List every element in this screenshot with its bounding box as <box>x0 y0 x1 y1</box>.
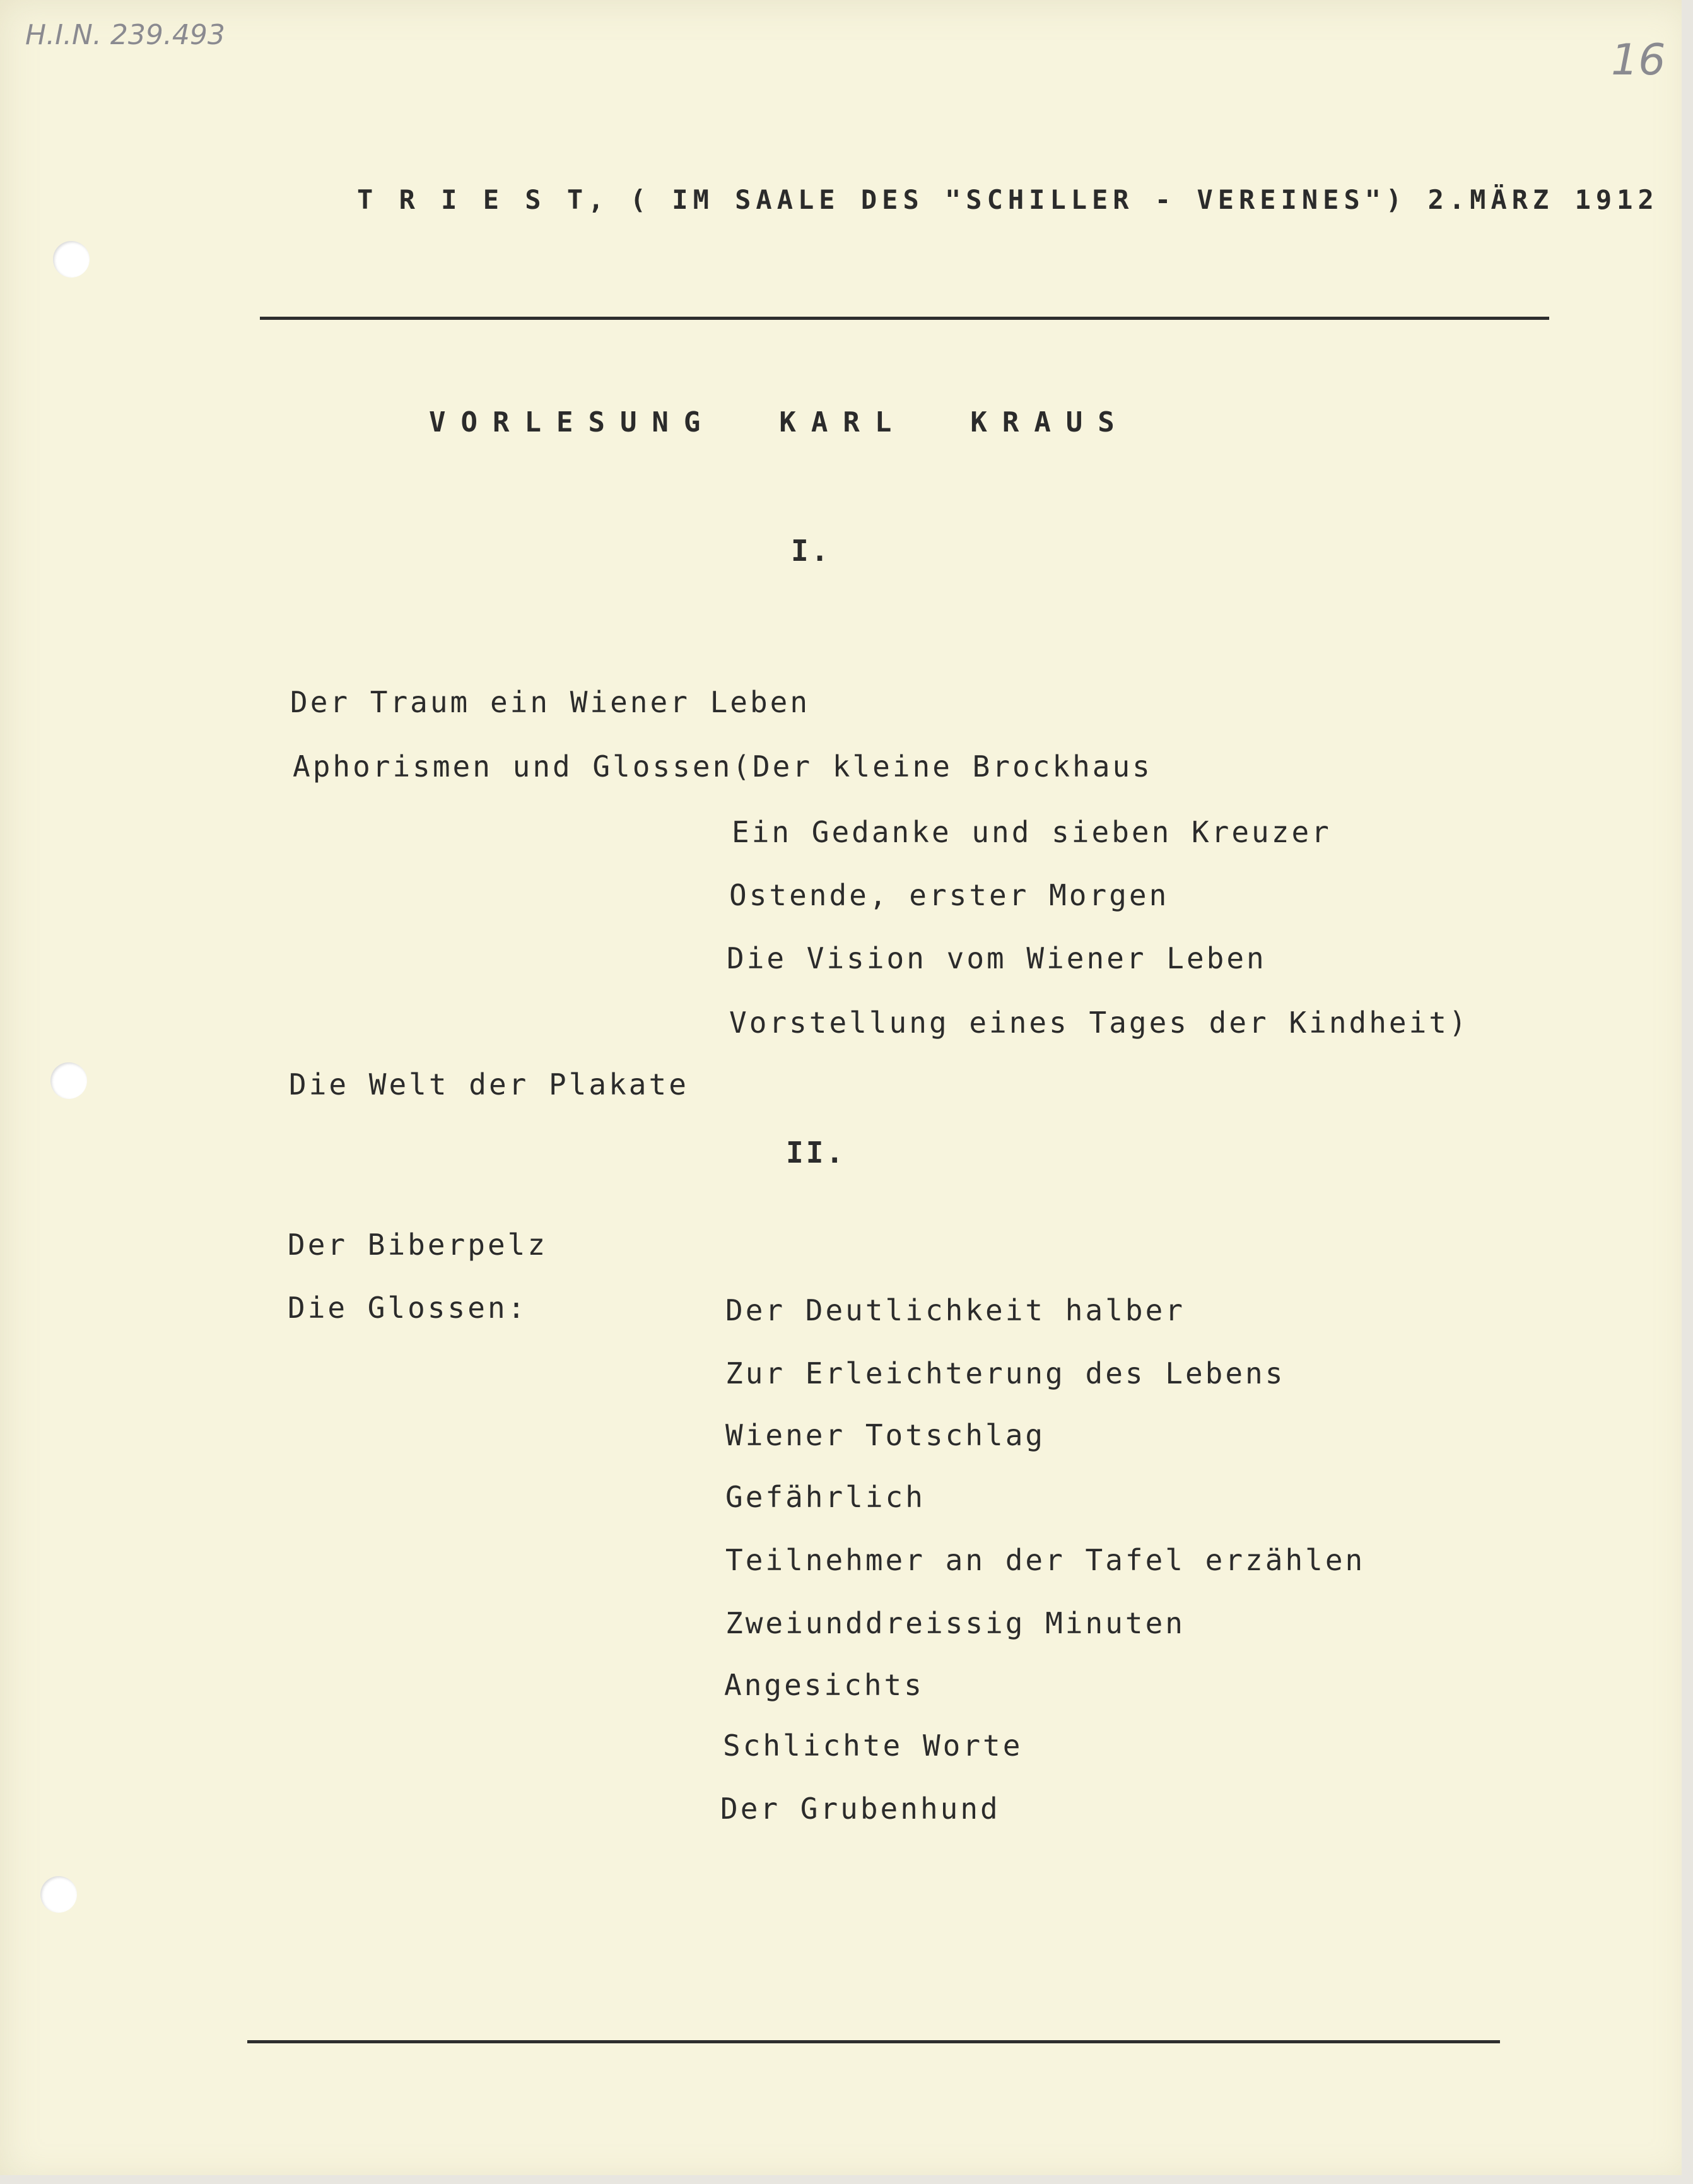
sub-item: Ein Gedanke und sieben Kreuzer <box>732 815 1332 849</box>
glosse-item: Schlichte Worte <box>723 1729 1023 1763</box>
sub-item: Die Vision vom Wiener Leben <box>727 941 1267 975</box>
program-item: Der Biberpelz <box>288 1228 548 1262</box>
punch-hole-bottom <box>40 1876 77 1913</box>
sub-item: Vorstellung eines Tages der Kindheit) <box>729 1006 1469 1040</box>
page-title: VORLESUNG KARL KRAUS <box>429 406 1130 438</box>
section-numeral-one: I. <box>791 534 831 568</box>
section-numeral-two: II. <box>786 1136 846 1170</box>
glosse-item: Wiener Totschlag <box>725 1418 1046 1452</box>
top-rule <box>260 317 1549 320</box>
program-item: Aphorismen und Glossen(Der kleine Brockhaus <box>293 749 1152 784</box>
inventory-number: H.I.N. 239.493 <box>25 19 225 51</box>
punch-hole-middle <box>50 1062 87 1099</box>
page-edge-right <box>1682 0 1693 2184</box>
page-edge-bottom <box>0 2175 1693 2184</box>
sub-item: Ostende, erster Morgen <box>729 878 1169 912</box>
venue-line: T R I E S T, ( IM SAALE DES "SCHILLER - VEREINES") 2.MÄRZ 1912 <box>357 184 1659 215</box>
glosse-item: Der Deutlichkeit halber <box>725 1293 1185 1327</box>
glosse-item: Zur Erleichterung des Lebens <box>725 1356 1286 1390</box>
program-item: Die Welt der Plakate <box>289 1067 689 1101</box>
page-number: 16 <box>1611 35 1666 85</box>
glosse-item: Angesichts <box>724 1668 924 1702</box>
program-item: Der Traum ein Wiener Leben <box>290 685 811 719</box>
glossen-label: Die Glossen: <box>288 1291 528 1325</box>
glosse-item: Der Grubenhund <box>720 1792 1000 1826</box>
glosse-item: Gefährlich <box>725 1480 925 1514</box>
glosse-item: Teilnehmer an der Tafel erzählen <box>725 1543 1366 1577</box>
glosse-item: Zweiunddreissig Minuten <box>725 1606 1185 1640</box>
punch-hole-top <box>53 241 90 278</box>
bottom-rule <box>247 2040 1500 2043</box>
